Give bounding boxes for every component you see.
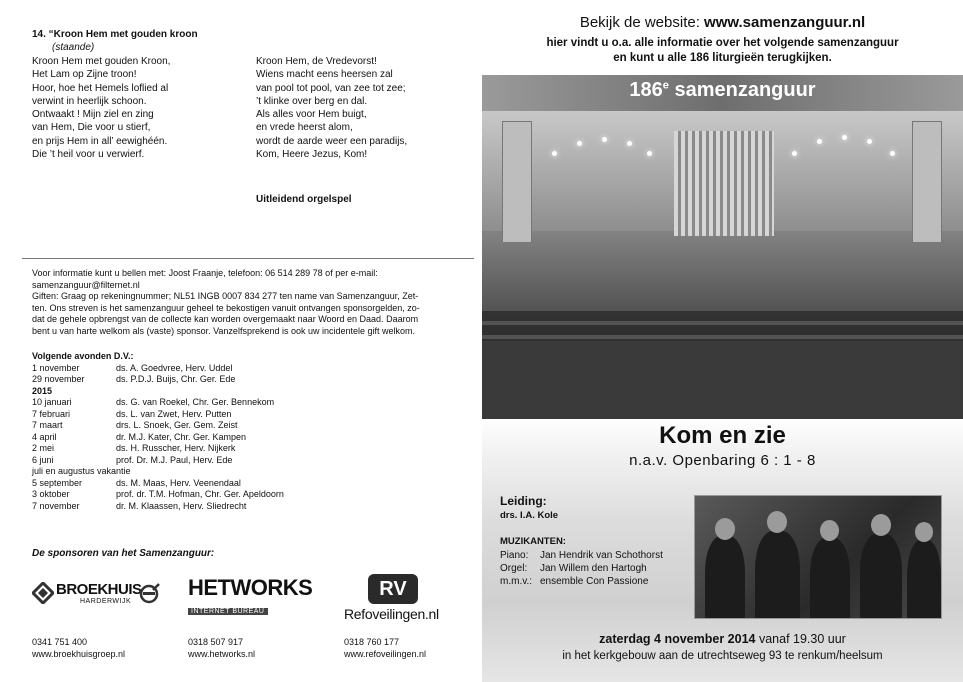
theme-subtitle: n.a.v. Openbaring 6 : 1 - 8 [629, 452, 816, 469]
verse-line: van pool tot pool, van zee tot zee; [256, 82, 406, 94]
musician-row [500, 549, 663, 562]
info-line: dat de gehele opbrengst van de collecte kan worden overgemaakt naar Woord en Daad. Daarom [32, 314, 419, 324]
verse-line: Die ’t heil voor u verwierf. [32, 149, 145, 161]
musician-row [500, 575, 663, 588]
verse-line: van Hem, Die voor u stierf, [32, 122, 151, 134]
event-location: in het kerkgebouw aan de utrechtseweg 93 te renkum/heelsum [562, 650, 883, 662]
schedule-row [32, 455, 472, 467]
broekhuis-logo[interactable] [32, 580, 162, 610]
verse-line: Als alles voor Hem buigt, [256, 109, 367, 121]
photo-figure [767, 511, 787, 533]
info-email: samenzanguur@filternet.nl [32, 279, 140, 290]
sponsor-phone: 0341 751 400 [32, 637, 88, 647]
broekhuis-sub: HARDERWIJK [80, 598, 132, 605]
sponsor-phone: 0318 507 917 [188, 637, 244, 647]
sponsor-url[interactable]: www.broekhuisgroep.nl [32, 648, 126, 659]
info-line: bent u van harte welkom als (vaste) sponsor. Vanzelfsprekend is ook uw incidentele gift welkom. [32, 325, 416, 336]
refoveilingen-name: Refoveilingen.nl [344, 606, 439, 622]
song-title: 14. “Kroon Hem met gouden kroon [32, 29, 198, 40]
schedule-date: 4 april [32, 431, 57, 442]
verse-line: Kroon Hem, de Vredevorst! [256, 56, 377, 67]
hetworks-name: HETWORKS [188, 575, 313, 600]
photo-figure [715, 518, 735, 540]
schedule-date: 10 januari [32, 397, 72, 407]
schedule-date: 7 februari [32, 408, 71, 419]
schedule-row [32, 432, 472, 444]
schedule-preacher: prof. dr. T.M. Hofman, Chr. Ger. Apeldoorn [116, 489, 284, 499]
divider [22, 258, 474, 259]
broekhuis-diamond-icon [32, 582, 54, 604]
schedule-date: 6 juni [32, 454, 54, 465]
photo-window [502, 121, 532, 243]
theme-title: Kom en zie [659, 422, 786, 449]
musician-name: ensemble Con Passione [540, 576, 649, 587]
photo-figure [705, 536, 745, 619]
schedule-preacher: drs. L. Snoek, Ger. Gem. Zeist [116, 420, 238, 430]
schedule-date: 2 mei [32, 443, 55, 453]
verse-line: en prijs Hem in all’ eewighéén. [32, 135, 168, 147]
schedule-date: 7 maart [32, 420, 63, 430]
edition-sup: e [662, 79, 669, 92]
sponsors-heading: De sponsoren van het Samenzanguur: [32, 548, 215, 559]
sponsor-contact-broekhuis [32, 637, 125, 660]
photo-lamp [577, 141, 582, 146]
website-line-1 [482, 14, 963, 31]
leiding-name: drs. I.A. Kole [500, 510, 559, 521]
info-line: Giften: Graag op rekeningnummer; NL51 INGB 0007 834 277 ten name van Samenzanguur, Zet- [32, 291, 419, 301]
refoveilingen-logo[interactable] [344, 574, 454, 624]
musician-role: Piano: [500, 550, 529, 561]
sponsor-contact-refoveilingen [344, 637, 426, 660]
photo-lamp [602, 137, 607, 142]
schedule-summer: juli en augustus vakantie [32, 466, 131, 476]
schedule-date: 5 september [32, 477, 83, 488]
schedule [32, 351, 472, 512]
website-description [482, 36, 963, 66]
photo-figure [860, 534, 902, 619]
schedule-preacher: ds. P.D.J. Buijs, Chr. Ger. Ede [116, 374, 236, 384]
schedule-preacher: dr. M. Klaassen, Herv. Sliedrecht [116, 500, 247, 511]
sponsor-url[interactable]: www.hetworks.nl [188, 648, 256, 659]
photo-figure [810, 538, 850, 619]
verse-line: Hoor, hoe het Hemels loflied al [32, 82, 169, 94]
edition-title [482, 79, 963, 102]
photo-figure [871, 514, 891, 536]
musician-row [500, 562, 663, 575]
volvo-icon [138, 581, 162, 605]
website-line-3: en kunt u alle 186 liturgieën terugkijken. [613, 52, 832, 64]
schedule-preacher: dr. M.J. Kater, Chr. Ger. Kampen [116, 431, 247, 442]
photo-figure [915, 522, 933, 542]
photo-figure [907, 540, 941, 619]
photo-lamp [867, 139, 872, 144]
musician-name: Jan Willem den Hartogh [540, 563, 647, 574]
schedule-year: 2015 [32, 385, 53, 396]
event-datetime [482, 632, 963, 646]
broekhuis-name: BROEKHUIS [56, 581, 142, 598]
photo-window [912, 121, 942, 243]
hetworks-sub: INTERNET BUREAU [188, 608, 268, 615]
event-time: vanaf 19.30 uur [755, 632, 846, 646]
song-subtitle: (staande) [52, 42, 95, 53]
sponsor-contact-hetworks [188, 637, 255, 660]
website-prefix: Bekijk de website: [579, 14, 705, 31]
photo-lamp [647, 151, 652, 156]
photo-lamp [552, 151, 557, 156]
info-line: ten. Ons streven is het samenzanguur geheel te bekostigen vanuit ontvangen sponsorgelden, zo- [32, 302, 420, 313]
musician-role: Orgel: [500, 563, 528, 574]
rv-badge-icon: RV [368, 574, 418, 604]
verse-line: Kroon Hem met gouden Kroon, [32, 56, 171, 67]
schedule-row [32, 501, 472, 513]
musician-role: m.m.v.: [500, 576, 533, 587]
photo-figure [755, 531, 800, 619]
schedule-row [32, 397, 472, 409]
song-verse-2 [256, 55, 466, 161]
schedule-date: 7 november [32, 500, 80, 511]
schedule-row [32, 420, 472, 432]
schedule-preacher: ds. G. van Roekel, Chr. Ger. Bennekom [116, 397, 275, 407]
musicians-label: MUZIKANTEN: [500, 536, 566, 547]
info-block [32, 268, 472, 337]
church-photo [482, 111, 963, 419]
verse-line: en vrede heerst alom, [256, 122, 353, 134]
photo-floor [482, 341, 963, 419]
verse-line: Wiens macht eens heersen zal [256, 69, 393, 81]
photo-lamp [890, 151, 895, 156]
schedule-preacher: ds. L. van Zwet, Herv. Putten [116, 408, 232, 419]
schedule-row [32, 478, 472, 490]
schedule-date: 1 november [32, 362, 80, 373]
schedule-preacher: ds. M. Maas, Herv. Veenendaal [116, 477, 241, 488]
schedule-preacher: ds. H. Russcher, Herv. Nijkerk [116, 443, 236, 453]
edition-number: 186 [629, 79, 663, 101]
schedule-date: 3 oktober [32, 489, 70, 499]
schedule-row [32, 443, 472, 455]
musician-name: Jan Hendrik van Schothorst [540, 550, 663, 561]
musicians-list [500, 549, 663, 588]
schedule-row [32, 409, 472, 421]
edition-label: samenzanguur [668, 79, 816, 101]
schedule-row [32, 374, 472, 386]
photo-organ [674, 131, 774, 236]
verse-line: Ontwaakt ! Mijn ziel en zing [32, 109, 154, 121]
sponsor-phone: 0318 760 177 [344, 637, 400, 647]
photo-figure [820, 520, 839, 541]
schedule-row [32, 489, 472, 501]
verse-line: Het Lam op Zijne troon! [32, 69, 137, 81]
verse-line: ’t klinke over berg en dal. [256, 95, 368, 107]
song-verse-1 [32, 55, 242, 161]
hetworks-logo[interactable] [188, 576, 318, 616]
photo-lamp [817, 139, 822, 144]
info-line: Voor informatie kunt u bellen met: Joost Fraanje, telefoon: 06 514 289 78 of per e-mail: [32, 268, 378, 278]
photo-lamp [627, 141, 632, 146]
schedule-preacher: ds. A. Goedvree, Herv. Uddel [116, 362, 233, 373]
leiding-label: Leiding: [500, 494, 547, 508]
verse-line: Kom, Heere Jezus, Kom! [256, 149, 368, 161]
schedule-date: 29 november [32, 374, 85, 384]
website-url[interactable]: www.samenzanguur.nl [704, 14, 866, 31]
schedule-heading: Volgende avonden D.V.: [32, 351, 134, 361]
photo-lamp [842, 135, 847, 140]
closing-organ: Uitleidend orgelspel [256, 194, 352, 205]
sponsor-url[interactable]: www.refoveilingen.nl [344, 648, 427, 659]
schedule-row [32, 363, 472, 375]
verse-line: verwint in heerlijk schoon. [32, 95, 147, 107]
website-line-2: hier vindt u o.a. alle informatie over het volgende samenzanguur [546, 37, 899, 49]
ensemble-photo [694, 495, 942, 619]
verse-line: wordt de aarde weer een paradijs, [256, 135, 408, 147]
event-date: zaterdag 4 november 2014 [599, 632, 756, 646]
schedule-preacher: prof. Dr. M.J. Paul, Herv. Ede [116, 454, 233, 465]
photo-lamp [792, 151, 797, 156]
